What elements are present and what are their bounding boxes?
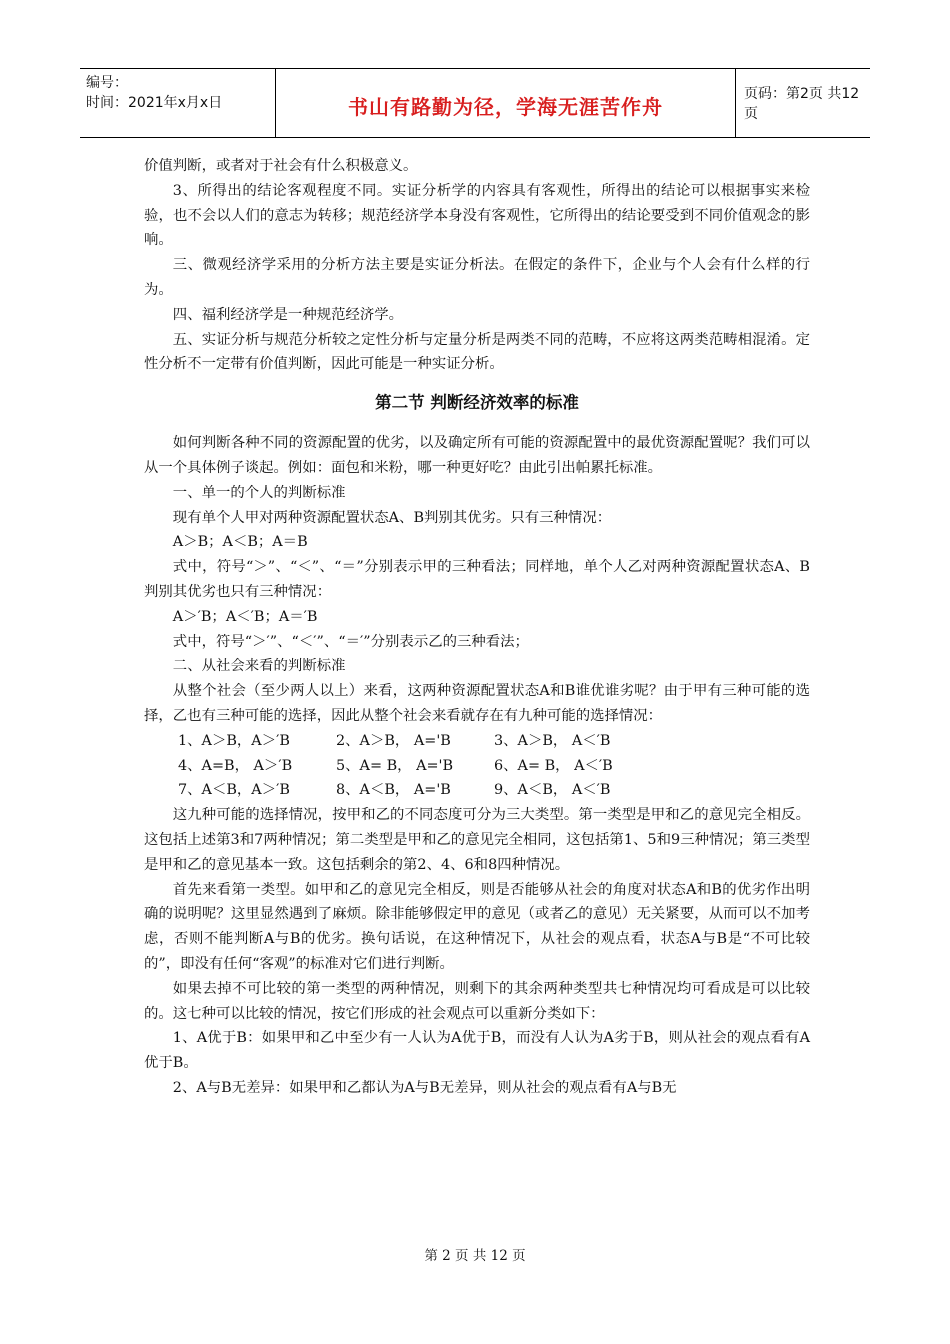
case-item: 2、A＞B， A='B	[336, 732, 451, 749]
header-meta	[80, 69, 276, 137]
formula-line: A＞B；A＜B；A＝B	[172, 534, 308, 551]
header-page-info: 页码：第2页 共12页	[744, 86, 860, 122]
paragraph: 首先来看第一类型。如甲和乙的意见完全相反，则是否能够从社会的角度对状态A和B的优劣作出明确的说明呢？这里显然遇到了麻烦。除非能够假定甲的意见（或者乙的意见）无关紧要，从而可以不加考虑，否则不能判断A与B的优劣。换句话说，在这种情况下，从社会的观点看，状态A与B是“不可比较的”，即没有任何“客观”的标准对它们进行判断。	[144, 881, 810, 972]
document-number-label: 编号：	[86, 75, 128, 91]
case-item: 9、A＜B， A＜′B	[494, 782, 611, 799]
paragraph: 2、A与B无差异：如果甲和乙都认为A与B无差异，则从社会的观点看有A与B无	[172, 1079, 677, 1096]
header-table	[80, 68, 870, 138]
case-item: 3、A＞B， A＜′B	[494, 732, 611, 749]
document-body	[144, 154, 810, 1101]
paragraph: 式中，符号“＞′”、“＜′”、“＝′”分别表示乙的三种看法；	[172, 633, 529, 650]
page-footer: 第 2 页 共 12 页	[424, 1248, 526, 1264]
case-item: 8、A＜B， A='B	[336, 782, 451, 799]
paragraph: 现有单个人甲对两种资源配置状态A、B判别其优劣。只有三种情况：	[172, 509, 612, 526]
paragraph: 从整个社会（至少两人以上）来看，这两种资源配置状态A和B谁优谁劣呢？由于甲有三种可能的选择，乙也有三种可能的选择，因此从整个社会来看就存在有九种可能的选择情况：	[144, 683, 810, 724]
paragraph: 如何判断各种不同的资源配置的优劣，以及确定所有可能的资源配置中的最优资源配置呢？我们可以从一个具体例子谈起。例如：面包和米粉，哪一种更好吃？由此引出帕累托标准。	[144, 435, 810, 476]
section-title: 第二节 判断经济效率的标准	[375, 393, 579, 413]
case-item: 7、A＜B，A＞′B	[178, 782, 290, 799]
case-item: 5、A= B， A='B	[336, 757, 454, 774]
case-row	[144, 778, 810, 803]
paragraph: 式中，符号“＞”、“＜”、“＝”分别表示甲的三种看法；同样地，单个人乙对两种资源配置状态A、B判别其优劣也只有三种情况：	[144, 559, 810, 600]
paragraph: 三、微观经济学采用的分析方法主要是实证分析法。在假定的条件下，企业与个人会有什么样的行为。	[144, 257, 810, 298]
formula-line: A＞′B；A＜′B；A＝′B	[172, 608, 318, 625]
header-motto-cell	[276, 69, 736, 137]
paragraph: 五、实证分析与规范分析较之定性分析与定量分析是两类不同的范畴，不应将这两类范畴相混淆。定性分析不一定带有价值判断，因此可能是一种实证分析。	[144, 331, 810, 373]
case-item: 4、A=B， A＞′B	[178, 757, 293, 774]
case-item: 1、A＞B，A＞′B	[178, 732, 290, 749]
paragraph: 如果去掉不可比较的第一类型的两种情况，则剩下的其余两种类型共七种情况均可看成是可以比较的。这七种可以比较的情况，按它们形成的社会观点可以重新分类如下：	[144, 980, 810, 1022]
paragraph: 3、所得出的结论客观程度不同。实证分析学的内容具有客观性，所得出的结论可以根据事实来检验，也不会以人们的意志为转移；规范经济学本身没有客观性，它所得出的结论要受到不同价值观念的影响。	[144, 182, 810, 249]
paragraph: 四、福利经济学是一种规范经济学。	[172, 306, 404, 323]
case-item: 6、A= B， A＜′B	[494, 757, 613, 774]
header-motto: 书山有路勤为径，学海无涯苦作舟	[348, 94, 663, 119]
paragraph: 价值判断，或者对于社会有什么积极意义。	[144, 158, 418, 174]
case-row	[144, 729, 810, 754]
document-date: 时间：2021年x月x日	[86, 95, 223, 111]
case-row	[144, 754, 810, 779]
subheading: 一、单一的个人的判断标准	[172, 484, 346, 501]
subheading: 二、从社会来看的判断标准	[172, 658, 346, 675]
paragraph: 这九种可能的选择情况，按甲和乙的不同态度可分为三大类型。第一类型是甲和乙的意见完全相反。这包括上述第3和7两种情况；第二类型是甲和乙的意见完全相同，这包括第1、5和9三种情况；第三类型是甲和乙的意见基本一致。这包括剩余的第2、4、6和8四种情况。	[144, 807, 810, 873]
paragraph: 1、A优于B：如果甲和乙中至少有一人认为A优于B，而没有人认为A劣于B，则从社会的观点看有A优于B。	[144, 1030, 810, 1072]
